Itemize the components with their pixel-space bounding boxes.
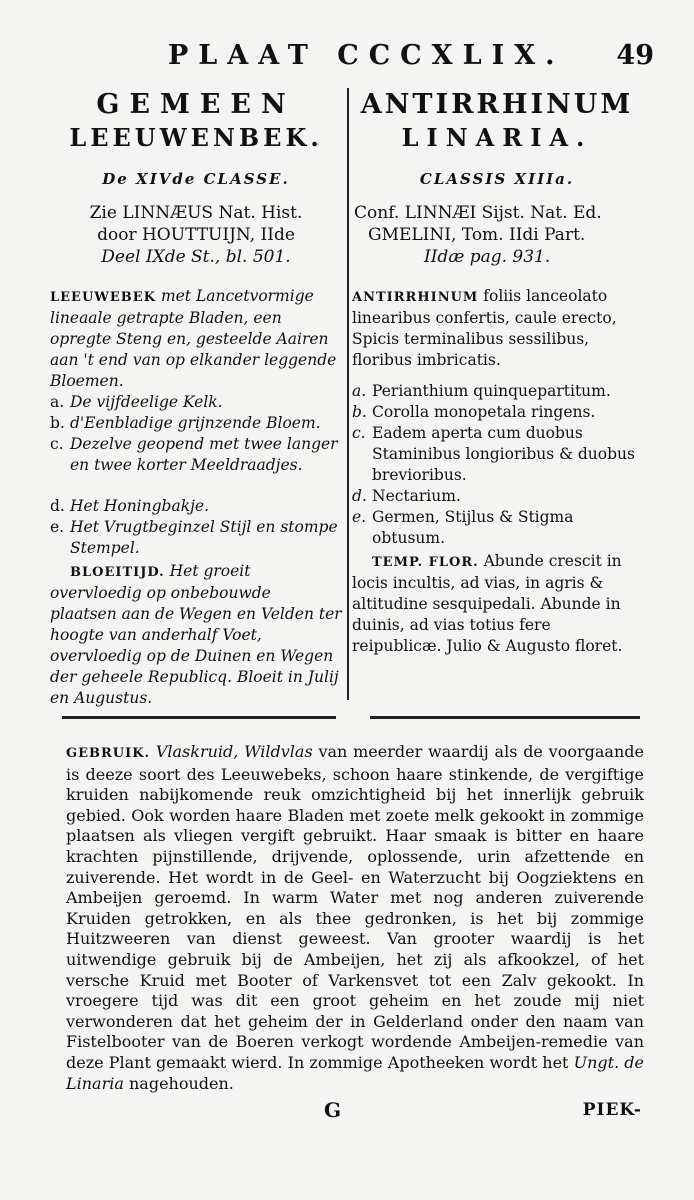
column-divider — [347, 88, 349, 700]
dutch-class: De XIVde CLASSE. — [102, 170, 290, 188]
part-text: De vijfdeelige Kelk. — [70, 393, 223, 411]
section-rule-left — [62, 716, 336, 719]
part-key: e. — [50, 518, 65, 536]
dutch-title-2: LEEUWENBEK. — [69, 123, 323, 152]
section-rule-right — [370, 716, 640, 719]
flor-text: Abunde crescit in locis incultis, ad vias, in agris & altitudine sesquipedali. Abunde in duinis, ad vias totius fere reipublicæ. Julio & Augusto floret. — [352, 552, 623, 655]
usage-lead: GEBRUIK. — [66, 746, 151, 761]
bloom-lead: BLOEITIJD. — [70, 565, 165, 580]
dutch-ref-line-1: Zie LINNÆUS Nat. Hist. — [89, 203, 303, 223]
part-key: b. — [50, 414, 65, 432]
dutch-bloom-time — [50, 561, 342, 709]
part-text: Het Honingbakje. — [70, 497, 210, 515]
latin-parts-list — [352, 381, 642, 549]
dutch-parts-list — [50, 392, 342, 559]
usage-text: van meerder waardij als de voorgaande is deeze soort des Leeuwebeks, schoon haare stinkende, de vergiftige kruiden nabijkomende reuk omzichtigheid bij het innerlijk gebruik gebied. Ook worden haare Bladen met zoete melk gekookt in zommige plaatsen als vliegen vergift gebruikt. Haar smaak is bitter en haare krachten pijnstillende, drijvende, oplossende, urin afzettende en zuiverende. Het wordt in de Geel- en Waterzucht bij Oogziektens en Ambeijen geroemd. In warm Water met nog anderen zuiverende Kruiden getrokken, en als thee gedronken, is het bij zommige Huitzweeren van dienst geweest. Van grooter waardij is het uitwendige gebruik bij de Ambeijen, het zij als afkookzel, of het versche Kruid met Booter of Varkensvet tot een Zalv gekookt. In vroegere tijd was dit een groot geheim en het zoude mij niet verwonderen dat het geheim der in Gelderland onder den naam van Fistelbooter van de Boeren verkogt wordende Ambeijen-remedie van deze Plant gemaakt wierd. In zommige Apotheeken wordt het — [66, 742, 644, 1072]
part-key: b. — [352, 403, 367, 421]
page-number: 49 — [616, 40, 654, 71]
dutch-column — [50, 88, 342, 709]
list-item — [352, 486, 642, 507]
latin-flowering-time — [352, 551, 642, 657]
part-key: a. — [352, 382, 367, 400]
part-text: Het Vrugtbeginzel Stijl en stompe Stempel. — [70, 518, 338, 557]
list-item — [50, 496, 342, 517]
latin-ref-line-1: Conf. LINNÆI Sijst. Nat. Ed. — [354, 203, 602, 223]
part-text: Nectarium. — [372, 487, 461, 505]
part-text: Germen, Stijlus & Stigma obtusum. — [372, 508, 574, 547]
part-key: e. — [352, 508, 367, 526]
list-item — [352, 423, 642, 486]
bloom-text: Het groeit overvloedig op onbebouwde plaatsen aan de Wegen en Velden ter hoogte van anderhalf Voet, overvloedig op de Duinen en Wegen der geheele Republicq. Bloeit in Julij en Augustus. — [50, 562, 342, 707]
latin-column — [352, 88, 642, 657]
part-text: Eadem aperta cum duobus Staminibus longioribus & duobus brevioribus. — [372, 424, 635, 484]
usage-end-italic: Ungt. de Linaria — [66, 1052, 645, 1093]
part-key: c. — [352, 424, 366, 442]
dutch-ref-line-2: door HOUTTUIJN, IIde — [97, 225, 295, 245]
list-item — [50, 517, 342, 559]
dutch-desc-text: met Lancetvormige lineaale getrapte Bladen, een opregte Steng en, gesteelde Aairen aan 't end van op elkander leggende Bloemen. — [50, 287, 337, 390]
part-key: c. — [50, 435, 64, 453]
latin-desc-lead: ANTIRRHINUM — [352, 290, 479, 305]
dutch-description — [50, 286, 342, 392]
list-item — [50, 413, 342, 434]
flor-lead: TEMP. FLOR. — [372, 555, 479, 570]
list-item — [352, 381, 642, 402]
part-text: Perianthium quinquepartitum. — [372, 382, 611, 400]
part-text: Dezelve geopend met twee langer en twee korter Meeldraadjes. — [70, 435, 338, 474]
spacer — [50, 476, 342, 496]
latin-reference — [352, 202, 642, 268]
list-item — [352, 402, 642, 423]
part-key: d. — [352, 487, 367, 505]
catchword: PIEK- — [582, 1100, 642, 1120]
list-item — [50, 392, 342, 413]
dutch-ref-line-3: Deel IXde St., bl. 501. — [101, 247, 291, 267]
latin-title-2: LINARIA. — [401, 123, 593, 152]
dutch-desc-lead: LEEUWEBEK — [50, 290, 156, 305]
latin-description — [352, 286, 642, 371]
part-text: Corolla monopetala ringens. — [372, 403, 596, 421]
usage-paragraph — [66, 742, 644, 1094]
latin-desc-text: foliis lanceolato linearibus confertis, caule erecto, Spicis terminalibus sessilibus, floribus imbricatis. — [352, 287, 617, 369]
latin-ref-line-2: GMELINI, Tom. IIdi Part. — [368, 225, 586, 245]
latin-class: CLASSIS XIIIa. — [419, 170, 575, 188]
signature-mark: G — [324, 1098, 342, 1122]
list-item — [352, 507, 642, 549]
part-text: d'Eenbladige grijnzende Bloem. — [70, 414, 321, 432]
list-item — [50, 434, 342, 476]
dutch-title-1: GEMEEN — [96, 89, 296, 120]
usage-end-text: nagehouden. — [128, 1073, 234, 1093]
usage-lead-italic: Vlaskruid, Wildvlas — [155, 742, 313, 761]
dutch-reference — [50, 202, 342, 268]
plate-title: PLAAT CCCXLIX. — [168, 40, 565, 71]
part-key: a. — [50, 393, 65, 411]
page-header — [0, 40, 694, 80]
latin-title-1: ANTIRRHINUM — [360, 89, 634, 120]
part-key: d. — [50, 497, 65, 515]
latin-ref-line-3: IIdæ pag. 931. — [424, 247, 551, 267]
